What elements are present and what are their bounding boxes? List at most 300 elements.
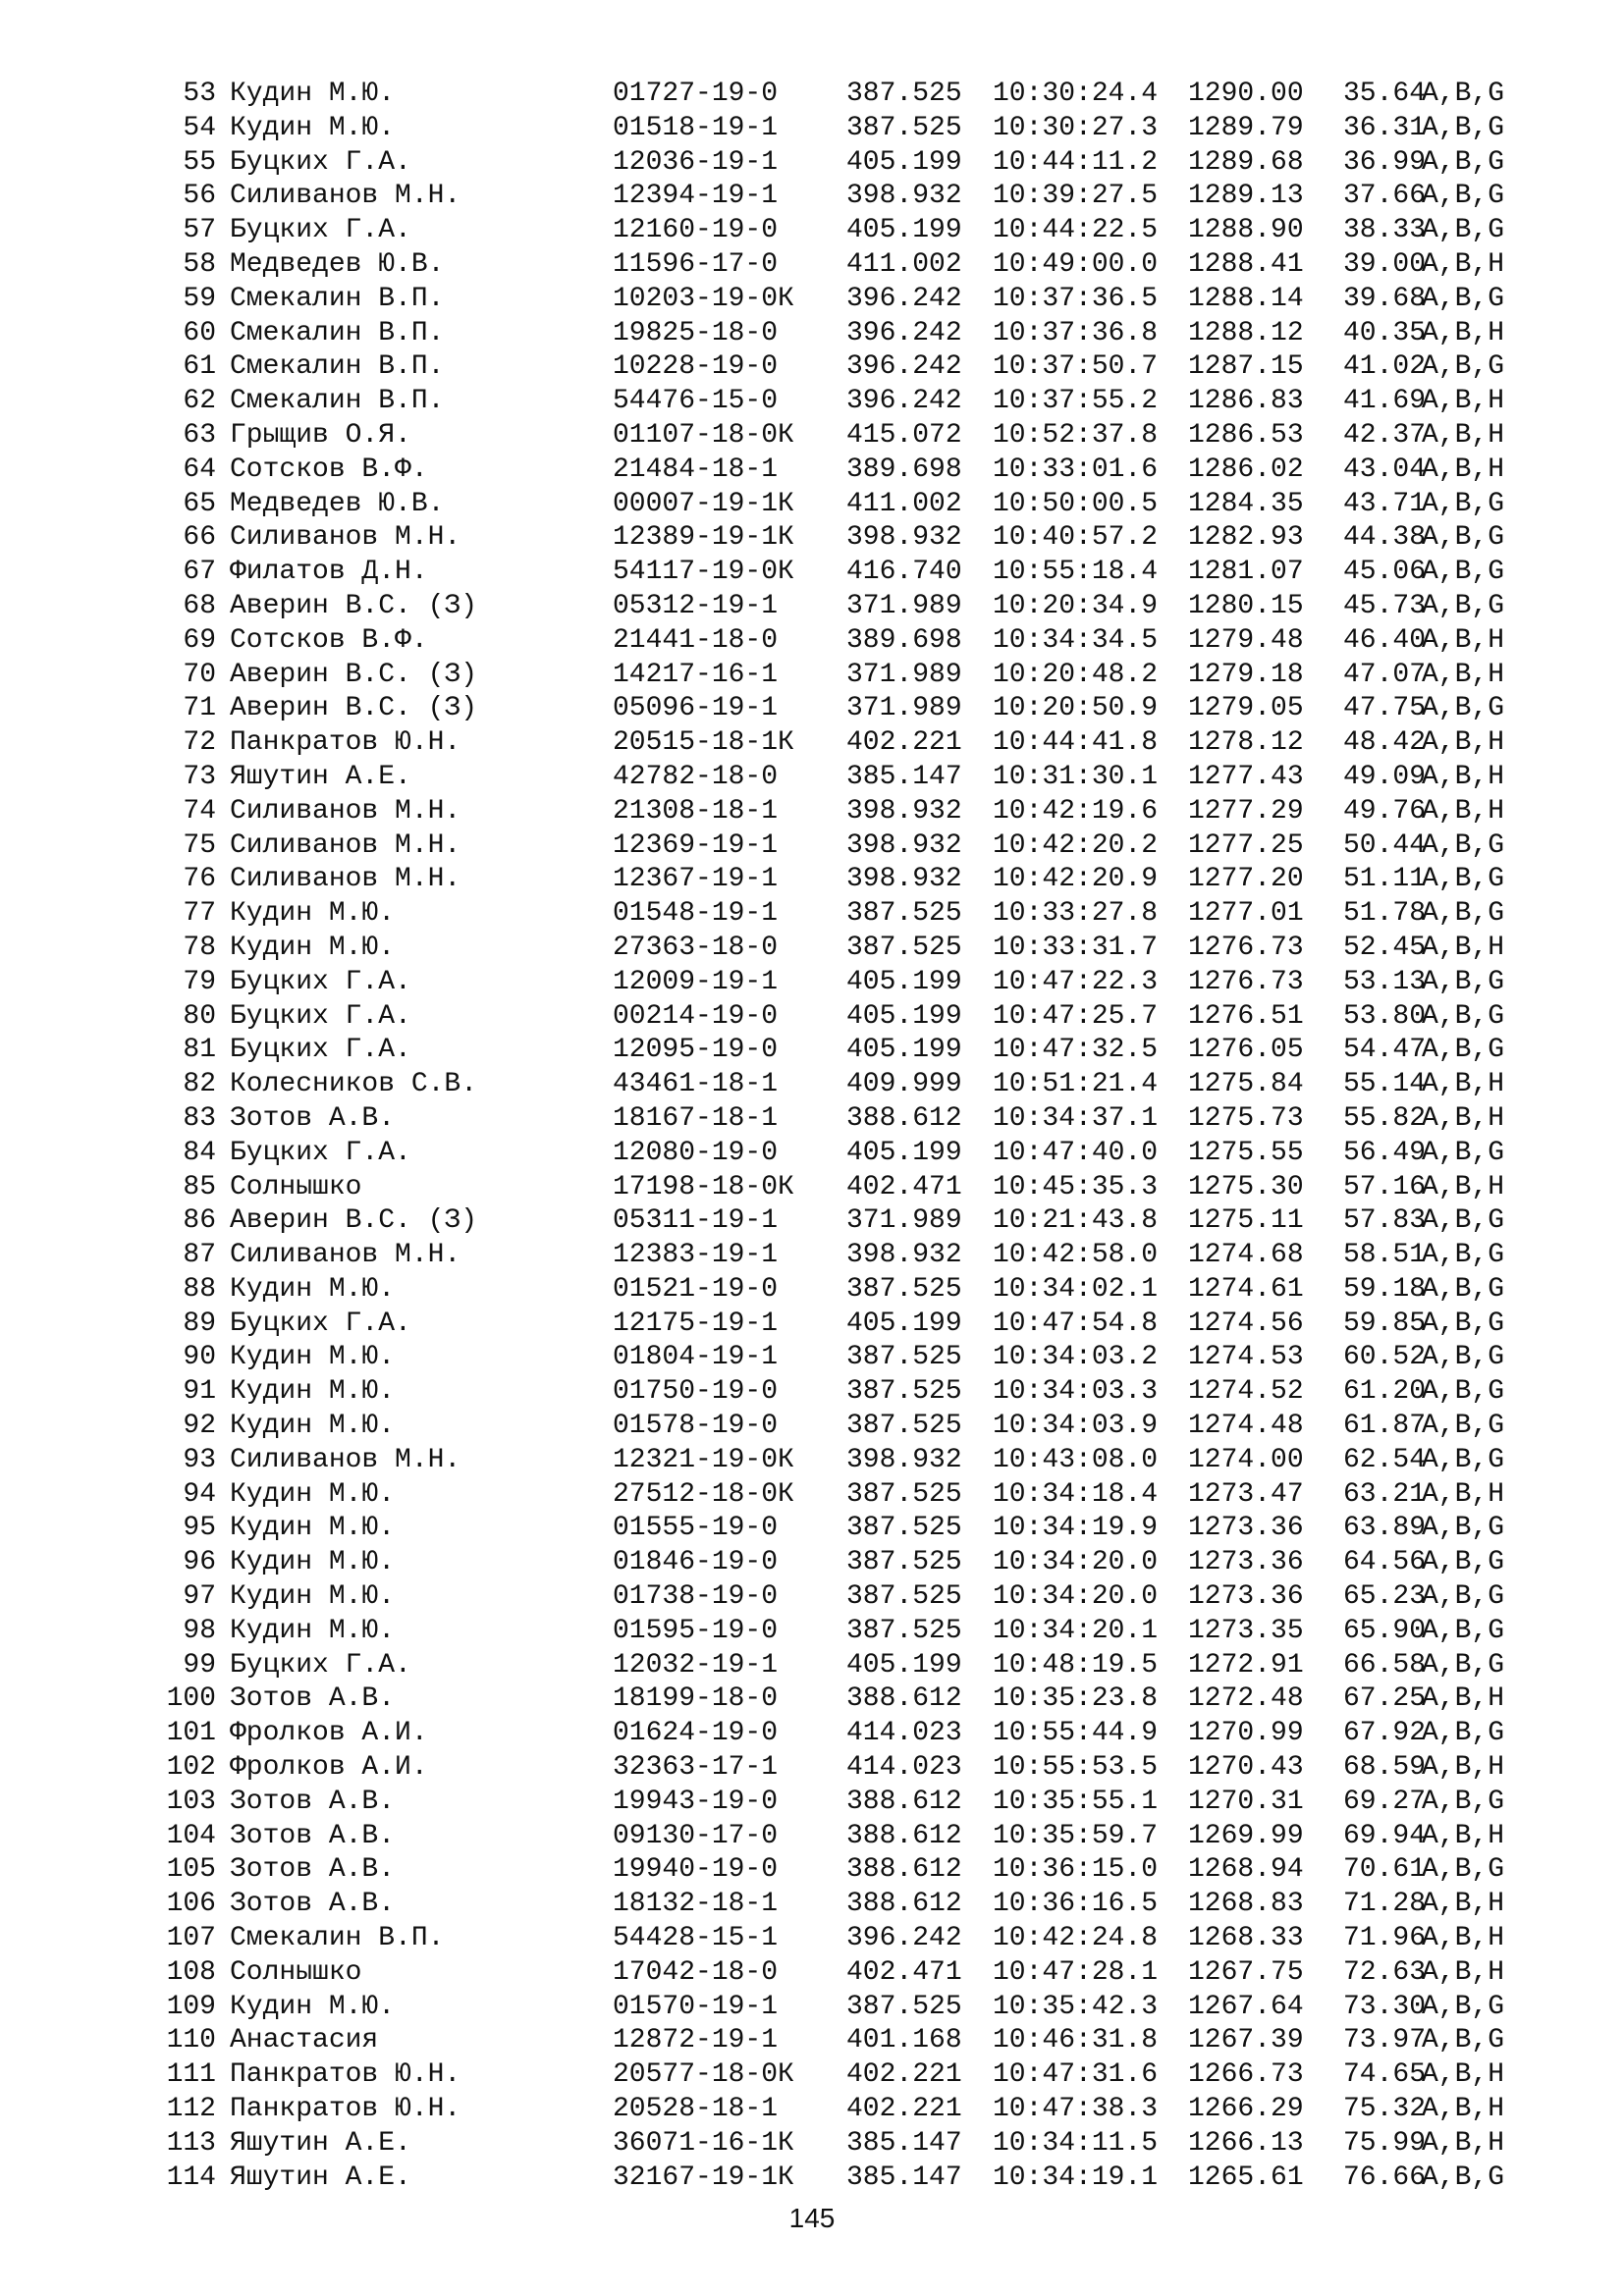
ring-number: 01738-19-0 — [613, 1581, 779, 1613]
table-row — [0, 283, 1624, 317]
category-flags: A,B,G — [1422, 79, 1505, 109]
distance-km: 398.932 — [846, 829, 962, 861]
distance-km: 405.199 — [846, 146, 962, 178]
distance-km: 387.525 — [846, 1581, 962, 1613]
table-row — [0, 1820, 1624, 1854]
category-flags: A,B,G — [1422, 488, 1505, 519]
place-number: 98 — [183, 1615, 216, 1646]
speed-value: 1274.61 — [1188, 1273, 1304, 1305]
speed-value: 1274.52 — [1188, 1376, 1304, 1408]
place-number: 106 — [166, 1889, 216, 1920]
category-flags: A,B,G — [1422, 283, 1505, 314]
speed-value: 1273.47 — [1188, 1478, 1304, 1510]
coefficient: 61.20 — [1343, 1376, 1427, 1408]
coefficient: 43.04 — [1343, 454, 1427, 485]
place-number: 102 — [166, 1752, 216, 1784]
distance-km: 387.525 — [846, 1273, 962, 1305]
ring-number: 12394-19-1 — [613, 181, 779, 212]
category-flags: A,B,H — [1422, 1102, 1505, 1134]
category-flags: A,B,G — [1422, 2025, 1505, 2056]
arrival-time: 10:49:00.0 — [993, 248, 1159, 280]
ring-number: 10228-19-0 — [613, 351, 779, 383]
arrival-time: 10:35:42.3 — [993, 1991, 1159, 2022]
table-row — [0, 2024, 1624, 2058]
distance-km: 371.989 — [846, 1205, 962, 1237]
arrival-time: 10:42:58.0 — [993, 1240, 1159, 1271]
arrival-time: 10:42:20.2 — [993, 829, 1159, 861]
place-number: 80 — [183, 1000, 216, 1032]
table-row — [0, 1853, 1624, 1888]
arrival-time: 10:34:37.1 — [993, 1102, 1159, 1134]
category-flags: A,B,G — [1422, 1718, 1505, 1749]
ring-number: 01518-19-1 — [613, 112, 779, 143]
arrival-time: 10:39:27.5 — [993, 181, 1159, 212]
place-number: 69 — [183, 624, 216, 656]
table-row — [0, 112, 1624, 146]
distance-km: 402.221 — [846, 2059, 962, 2091]
distance-km: 416.740 — [846, 557, 962, 588]
table-row — [0, 726, 1624, 761]
fancier-name: Панкратов Ю.Н. — [230, 2094, 461, 2125]
place-number: 65 — [183, 488, 216, 519]
fancier-name: Кудин М.Ю. — [230, 79, 396, 109]
fancier-name: Силиванов М.Н. — [230, 1444, 461, 1475]
speed-value: 1274.53 — [1188, 1342, 1304, 1373]
ring-number: 05096-19-1 — [613, 693, 779, 724]
coefficient: 59.18 — [1343, 1273, 1427, 1305]
ring-number: 18132-18-1 — [613, 1889, 779, 1920]
fancier-name: Зотов А.В. — [230, 1786, 396, 1817]
table-row — [0, 419, 1624, 454]
coefficient: 36.99 — [1343, 146, 1427, 178]
arrival-time: 10:47:22.3 — [993, 966, 1159, 997]
fancier-name: Смекалин В.П. — [230, 1923, 445, 1954]
category-flags: A,B,G — [1422, 522, 1505, 554]
distance-km: 402.221 — [846, 727, 962, 759]
ring-number: 12321-19-0К — [613, 1444, 794, 1475]
coefficient: 58.51 — [1343, 1240, 1427, 1271]
arrival-time: 10:47:28.1 — [993, 1956, 1159, 1988]
fancier-name: Грыщив О.Я. — [230, 419, 411, 451]
ring-number: 00214-19-0 — [613, 1000, 779, 1032]
speed-value: 1282.93 — [1188, 522, 1304, 554]
fancier-name: Буцких Г.А. — [230, 1137, 411, 1168]
speed-value: 1274.68 — [1188, 1240, 1304, 1271]
fancier-name: Буцких Г.А. — [230, 1000, 411, 1032]
coefficient: 66.58 — [1343, 1649, 1427, 1681]
ring-number: 05311-19-1 — [613, 1205, 779, 1237]
coefficient: 52.45 — [1343, 932, 1427, 963]
table-row — [0, 146, 1624, 181]
distance-km: 387.525 — [846, 898, 962, 930]
ring-number: 18199-18-0 — [613, 1683, 779, 1715]
category-flags: A,B,G — [1422, 1786, 1505, 1817]
coefficient: 35.64 — [1343, 79, 1427, 109]
table-row — [0, 521, 1624, 556]
table-row — [0, 1273, 1624, 1308]
category-flags: A,B,G — [1422, 1615, 1505, 1646]
place-number: 62 — [183, 386, 216, 417]
place-number: 111 — [166, 2059, 216, 2091]
place-number: 99 — [183, 1649, 216, 1681]
arrival-time: 10:46:31.8 — [993, 2025, 1159, 2056]
ring-number: 10203-19-0К — [613, 283, 794, 314]
category-flags: A,B,G — [1422, 590, 1505, 621]
arrival-time: 10:33:31.7 — [993, 932, 1159, 963]
coefficient: 63.89 — [1343, 1513, 1427, 1544]
distance-km: 385.147 — [846, 2127, 962, 2159]
category-flags: A,B,H — [1422, 2094, 1505, 2125]
table-row — [0, 1341, 1624, 1375]
speed-value: 1273.36 — [1188, 1513, 1304, 1544]
ring-number: 32167-19-1К — [613, 2162, 794, 2193]
arrival-time: 10:42:19.6 — [993, 795, 1159, 827]
page-number: 145 — [788, 2203, 836, 2233]
ring-number: 21441-18-0 — [613, 624, 779, 656]
table-row — [0, 2058, 1624, 2093]
coefficient: 41.02 — [1343, 351, 1427, 383]
table-row — [0, 1786, 1624, 1820]
table-row — [0, 1000, 1624, 1035]
distance-km: 405.199 — [846, 1035, 962, 1066]
distance-km: 396.242 — [846, 386, 962, 417]
coefficient: 46.40 — [1343, 624, 1427, 656]
coefficient: 76.66 — [1343, 2162, 1427, 2193]
ring-number: 05312-19-1 — [613, 590, 779, 621]
distance-km: 398.932 — [846, 1240, 962, 1271]
coefficient: 71.96 — [1343, 1923, 1427, 1954]
place-number: 84 — [183, 1137, 216, 1168]
coefficient: 71.28 — [1343, 1889, 1427, 1920]
category-flags: A,B,H — [1422, 1956, 1505, 1988]
arrival-time: 10:51:21.4 — [993, 1069, 1159, 1100]
coefficient: 51.78 — [1343, 898, 1427, 930]
place-number: 63 — [183, 419, 216, 451]
fancier-name: Филатов Д.Н. — [230, 557, 428, 588]
fancier-name: Кудин М.Ю. — [230, 1991, 396, 2022]
distance-km: 371.989 — [846, 659, 962, 690]
coefficient: 47.75 — [1343, 693, 1427, 724]
arrival-time: 10:34:20.0 — [993, 1581, 1159, 1613]
place-number: 59 — [183, 283, 216, 314]
place-number: 97 — [183, 1581, 216, 1613]
arrival-time: 10:34:19.9 — [993, 1513, 1159, 1544]
ring-number: 09130-17-0 — [613, 1820, 779, 1851]
coefficient: 49.09 — [1343, 761, 1427, 792]
category-flags: A,B,H — [1422, 1752, 1505, 1784]
coefficient: 75.32 — [1343, 2094, 1427, 2125]
place-number: 100 — [166, 1683, 216, 1715]
category-flags: A,B,H — [1422, 1820, 1505, 1851]
coefficient: 48.42 — [1343, 727, 1427, 759]
coefficient: 73.30 — [1343, 1991, 1427, 2022]
fancier-name: Буцких Г.А. — [230, 146, 411, 178]
coefficient: 57.83 — [1343, 1205, 1427, 1237]
fancier-name: Яшутин А.Е. — [230, 761, 411, 792]
category-flags: A,B,G — [1422, 1000, 1505, 1032]
category-flags: A,B,G — [1422, 181, 1505, 212]
distance-km: 388.612 — [846, 1820, 962, 1851]
arrival-time: 10:33:01.6 — [993, 454, 1159, 485]
speed-value: 1270.31 — [1188, 1786, 1304, 1817]
place-number: 75 — [183, 829, 216, 861]
table-row — [0, 1512, 1624, 1546]
arrival-time: 10:47:54.8 — [993, 1308, 1159, 1339]
table-row — [0, 1137, 1624, 1171]
coefficient: 59.85 — [1343, 1308, 1427, 1339]
fancier-name: Кудин М.Ю. — [230, 1513, 396, 1544]
category-flags: A,B,G — [1422, 898, 1505, 930]
place-number: 53 — [183, 79, 216, 109]
fancier-name: Кудин М.Ю. — [230, 1581, 396, 1613]
speed-value: 1287.15 — [1188, 351, 1304, 383]
arrival-time: 10:42:24.8 — [993, 1923, 1159, 1954]
place-number: 60 — [183, 317, 216, 348]
table-row — [0, 1239, 1624, 1273]
category-flags: A,B,G — [1422, 557, 1505, 588]
fancier-name: Буцких Г.А. — [230, 1035, 411, 1066]
coefficient: 65.90 — [1343, 1615, 1427, 1646]
table-row — [0, 214, 1624, 248]
distance-km: 389.698 — [846, 624, 962, 656]
arrival-time: 10:37:55.2 — [993, 386, 1159, 417]
speed-value: 1268.33 — [1188, 1923, 1304, 1954]
table-row — [0, 590, 1624, 624]
distance-km: 388.612 — [846, 1102, 962, 1134]
distance-km: 387.525 — [846, 1513, 962, 1544]
fancier-name: Кудин М.Ю. — [230, 932, 396, 963]
distance-km: 387.525 — [846, 1411, 962, 1442]
speed-value: 1265.61 — [1188, 2162, 1304, 2193]
coefficient: 70.61 — [1343, 1854, 1427, 1886]
distance-km: 414.023 — [846, 1752, 962, 1784]
speed-value: 1277.01 — [1188, 898, 1304, 930]
place-number: 90 — [183, 1342, 216, 1373]
ring-number: 12175-19-1 — [613, 1308, 779, 1339]
speed-value: 1266.73 — [1188, 2059, 1304, 2091]
speed-value: 1286.02 — [1188, 454, 1304, 485]
distance-km: 414.023 — [846, 1718, 962, 1749]
coefficient: 36.31 — [1343, 112, 1427, 143]
place-number: 110 — [166, 2025, 216, 2056]
arrival-time: 10:37:50.7 — [993, 351, 1159, 383]
category-flags: A,B,G — [1422, 864, 1505, 895]
fancier-name: Зотов А.В. — [230, 1854, 396, 1886]
category-flags: A,B,G — [1422, 1411, 1505, 1442]
place-number: 56 — [183, 181, 216, 212]
table-row — [0, 1410, 1624, 1444]
coefficient: 49.76 — [1343, 795, 1427, 827]
coefficient: 45.73 — [1343, 590, 1427, 621]
ring-number: 20528-18-1 — [613, 2094, 779, 2125]
arrival-time: 10:55:53.5 — [993, 1752, 1159, 1784]
arrival-time: 10:34:19.1 — [993, 2162, 1159, 2193]
fancier-name: Аверин В.С. (З) — [230, 590, 478, 621]
coefficient: 43.71 — [1343, 488, 1427, 519]
distance-km: 401.168 — [846, 2025, 962, 2056]
table-row — [0, 454, 1624, 488]
place-number: 103 — [166, 1786, 216, 1817]
ring-number: 12080-19-0 — [613, 1137, 779, 1168]
fancier-name: Медведев Ю.В. — [230, 248, 445, 280]
speed-value: 1277.20 — [1188, 864, 1304, 895]
place-number: 96 — [183, 1547, 216, 1578]
fancier-name: Медведев Ю.В. — [230, 488, 445, 519]
distance-km: 405.199 — [846, 1137, 962, 1168]
fancier-name: Сотсков В.Ф. — [230, 454, 428, 485]
place-number: 101 — [166, 1718, 216, 1749]
fancier-name: Кудин М.Ю. — [230, 898, 396, 930]
distance-km: 398.932 — [846, 795, 962, 827]
arrival-time: 10:36:16.5 — [993, 1889, 1159, 1920]
category-flags: A,B,G — [1422, 1854, 1505, 1886]
fancier-name: Буцких Г.А. — [230, 1649, 411, 1681]
speed-value: 1273.36 — [1188, 1547, 1304, 1578]
fancier-name: Яшутин А.Е. — [230, 2162, 411, 2193]
place-number: 66 — [183, 522, 216, 554]
speed-value: 1277.29 — [1188, 795, 1304, 827]
place-number: 109 — [166, 1991, 216, 2022]
ring-number: 12160-19-0 — [613, 215, 779, 246]
table-row — [0, 180, 1624, 214]
fancier-name: Смекалин В.П. — [230, 283, 445, 314]
category-flags: A,B,G — [1422, 1581, 1505, 1613]
speed-value: 1276.73 — [1188, 966, 1304, 997]
speed-value: 1272.48 — [1188, 1683, 1304, 1715]
speed-value: 1281.07 — [1188, 557, 1304, 588]
distance-km: 405.199 — [846, 1649, 962, 1681]
place-number: 94 — [183, 1478, 216, 1510]
arrival-time: 10:34:20.1 — [993, 1615, 1159, 1646]
place-number: 91 — [183, 1376, 216, 1408]
table-row — [0, 2127, 1624, 2162]
arrival-time: 10:45:35.3 — [993, 1171, 1159, 1202]
speed-value: 1279.48 — [1188, 624, 1304, 656]
distance-km: 398.932 — [846, 864, 962, 895]
ring-number: 01548-19-1 — [613, 898, 779, 930]
fancier-name: Кудин М.Ю. — [230, 1411, 396, 1442]
category-flags: A,B,G — [1422, 1137, 1505, 1168]
distance-km: 402.471 — [846, 1171, 962, 1202]
arrival-time: 10:34:03.9 — [993, 1411, 1159, 1442]
distance-km: 398.932 — [846, 1444, 962, 1475]
table-row — [0, 761, 1624, 795]
speed-value: 1268.83 — [1188, 1889, 1304, 1920]
fancier-name: Смекалин В.П. — [230, 317, 445, 348]
category-flags: A,B,H — [1422, 1889, 1505, 1920]
fancier-name: Солнышко — [230, 1956, 362, 1988]
category-flags: A,B,G — [1422, 146, 1505, 178]
arrival-time: 10:34:11.5 — [993, 2127, 1159, 2159]
category-flags: A,B,G — [1422, 351, 1505, 383]
arrival-time: 10:20:48.2 — [993, 659, 1159, 690]
table-row — [0, 1649, 1624, 1683]
distance-km: 396.242 — [846, 317, 962, 348]
place-number: 114 — [166, 2162, 216, 2193]
table-row — [0, 1102, 1624, 1137]
arrival-time: 10:44:11.2 — [993, 146, 1159, 178]
coefficient: 53.13 — [1343, 966, 1427, 997]
speed-value: 1286.53 — [1188, 419, 1304, 451]
distance-km: 389.698 — [846, 454, 962, 485]
results-table-body — [0, 78, 1624, 2195]
fancier-name: Зотов А.В. — [230, 1683, 396, 1715]
fancier-name: Солнышко — [230, 1171, 362, 1202]
place-number: 78 — [183, 932, 216, 963]
coefficient: 65.23 — [1343, 1581, 1427, 1613]
table-row — [0, 1888, 1624, 1922]
speed-value: 1276.51 — [1188, 1000, 1304, 1032]
table-row — [0, 488, 1624, 522]
ring-number: 12009-19-1 — [613, 966, 779, 997]
place-number: 82 — [183, 1069, 216, 1100]
table-row — [0, 897, 1624, 932]
coefficient: 75.99 — [1343, 2127, 1427, 2159]
category-flags: A,B,G — [1422, 1035, 1505, 1066]
ring-number: 01624-19-0 — [613, 1718, 779, 1749]
coefficient: 37.66 — [1343, 181, 1427, 212]
speed-value: 1268.94 — [1188, 1854, 1304, 1886]
coefficient: 67.92 — [1343, 1718, 1427, 1749]
fancier-name: Силиванов М.Н. — [230, 864, 461, 895]
table-row — [0, 556, 1624, 590]
arrival-time: 10:47:32.5 — [993, 1035, 1159, 1066]
place-number: 68 — [183, 590, 216, 621]
fancier-name: Буцких Г.А. — [230, 215, 411, 246]
ring-number: 01727-19-0 — [613, 79, 779, 109]
distance-km: 387.525 — [846, 1615, 962, 1646]
table-row — [0, 1444, 1624, 1478]
place-number: 105 — [166, 1854, 216, 1886]
place-number: 54 — [183, 112, 216, 143]
ring-number: 54476-15-0 — [613, 386, 779, 417]
arrival-time: 10:36:15.0 — [993, 1854, 1159, 1886]
table-row — [0, 350, 1624, 385]
speed-value: 1290.00 — [1188, 79, 1304, 109]
place-number: 79 — [183, 966, 216, 997]
speed-value: 1289.68 — [1188, 146, 1304, 178]
category-flags: A,B,H — [1422, 386, 1505, 417]
arrival-time: 10:34:18.4 — [993, 1478, 1159, 1510]
coefficient: 72.63 — [1343, 1956, 1427, 1988]
distance-km: 405.199 — [846, 966, 962, 997]
coefficient: 56.49 — [1343, 1137, 1427, 1168]
place-number: 73 — [183, 761, 216, 792]
coefficient: 38.33 — [1343, 215, 1427, 246]
distance-km: 405.199 — [846, 215, 962, 246]
ring-number: 20515-18-1К — [613, 727, 794, 759]
ring-number: 01578-19-0 — [613, 1411, 779, 1442]
speed-value: 1289.13 — [1188, 181, 1304, 212]
table-row — [0, 1956, 1624, 1991]
table-row — [0, 2093, 1624, 2127]
ring-number: 42782-18-0 — [613, 761, 779, 792]
fancier-name: Аверин В.С. (З) — [230, 1205, 478, 1237]
place-number: 107 — [166, 1923, 216, 1954]
fancier-name: Буцких Г.А. — [230, 966, 411, 997]
place-number: 89 — [183, 1308, 216, 1339]
ring-number: 01804-19-1 — [613, 1342, 779, 1373]
coefficient: 67.25 — [1343, 1683, 1427, 1715]
ring-number: 00007-19-1К — [613, 488, 794, 519]
table-row — [0, 863, 1624, 897]
ring-number: 18167-18-1 — [613, 1102, 779, 1134]
distance-km: 398.932 — [846, 181, 962, 212]
fancier-name: Панкратов Ю.Н. — [230, 727, 461, 759]
fancier-name: Зотов А.В. — [230, 1102, 396, 1134]
ring-number: 14217-16-1 — [613, 659, 779, 690]
speed-value: 1286.83 — [1188, 386, 1304, 417]
